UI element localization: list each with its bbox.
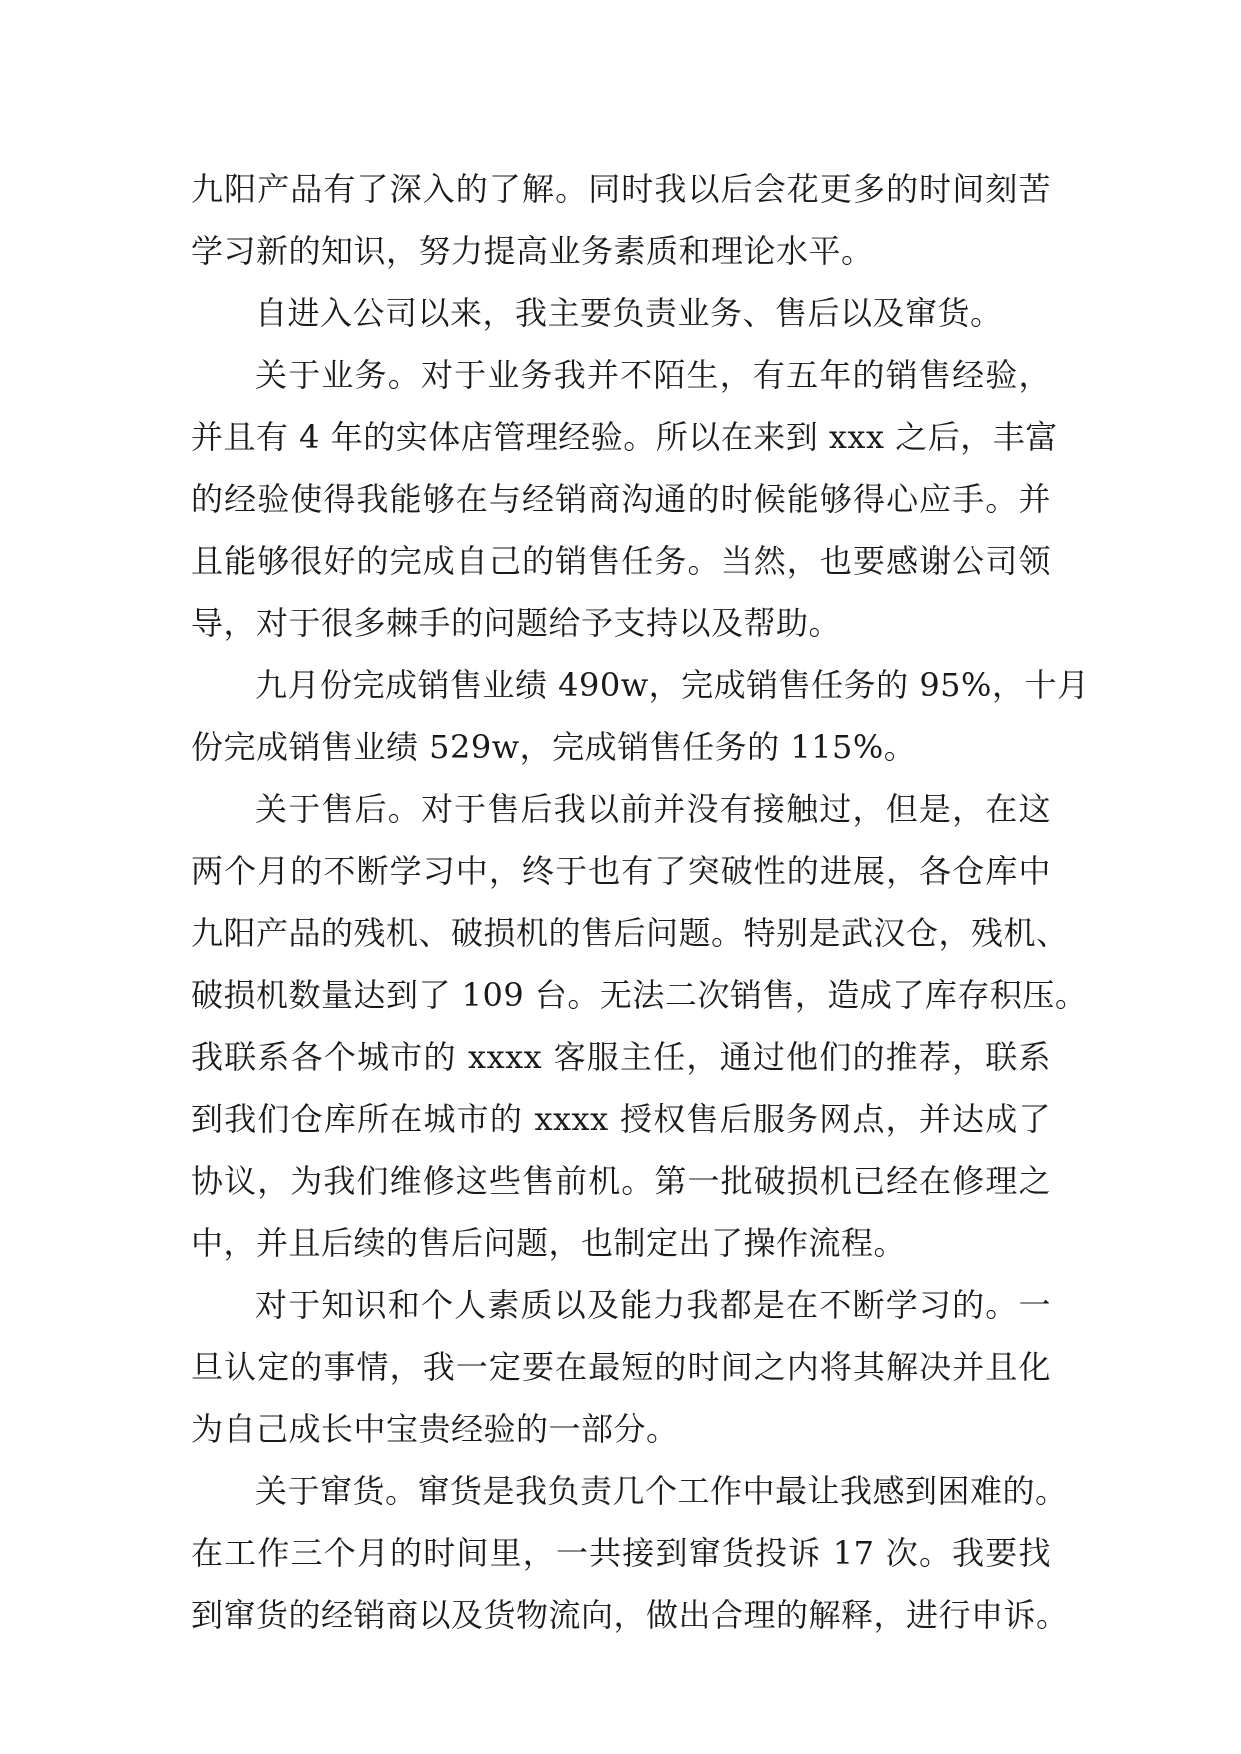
text-line: 到我们仓库所在城市的 xxxx 授权售后服务网点，并达成了 [191, 1100, 1051, 1138]
text-line: 导，对于很多棘手的问题给予支持以及帮助。 [191, 604, 842, 642]
text-line: 九阳产品的残机、破损机的售后问题。特别是武汉仓，残机、 [191, 914, 1069, 952]
text-line: 学习新的知识，努力提高业务素质和理论水平。 [191, 232, 874, 270]
text-line: 并且有 4 年的实体店管理经验。所以在来到 xxx 之后，丰富 [191, 418, 1058, 456]
text-line: 我联系各个城市的 xxxx 客服主任，通过他们的推荐，联系 [191, 1038, 1051, 1076]
text-line: 在工作三个月的时间里，一共接到窜货投诉 17 次。我要找 [191, 1534, 1051, 1572]
text-line: 的经验使得我能够在与经销商沟通的时候能够得心应手。并 [191, 480, 1051, 518]
text-line: 为自己成长中宝贵经验的一部分。 [191, 1410, 679, 1448]
text-line: 破损机数量达到了 109 台。无法二次销售，造成了库存积压。 [191, 976, 1088, 1014]
text-line: 对于知识和个人素质以及能力我都是在不断学习的。一 [255, 1286, 1051, 1324]
text-line: 关于售后。对于售后我以前并没有接触过，但是，在这 [255, 790, 1051, 828]
text-line: 份完成销售业绩 529w，完成销售任务的 115%。 [191, 728, 917, 766]
text-line: 关于窜货。窜货是我负责几个工作中最让我感到困难的。 [255, 1472, 1068, 1510]
document-body [191, 158, 1090, 1646]
text-line: 到窜货的经销商以及货物流向，做出合理的解释，进行申诉。 [191, 1596, 1069, 1634]
text-line: 中，并且后续的售后问题，也制定出了操作流程。 [191, 1224, 907, 1262]
text-line: 九月份完成销售业绩 490w，完成销售任务的 95%，十月 [255, 666, 1090, 704]
text-line: 旦认定的事情，我一定要在最短的时间之内将其解决并且化 [191, 1348, 1051, 1386]
text-line: 关于业务。对于业务我并不陌生，有五年的销售经验， [255, 356, 1051, 394]
text-line: 协议，为我们维修这些售前机。第一批破损机已经在修理之 [191, 1162, 1051, 1200]
text-line: 两个月的不断学习中，终于也有了突破性的进展，各仓库中 [191, 852, 1051, 890]
text-line: 九阳产品有了深入的了解。同时我以后会花更多的时间刻苦 [191, 170, 1051, 208]
text-line: 自进入公司以来，我主要负责业务、售后以及窜货。 [255, 294, 1003, 332]
text-line: 且能够很好的完成自己的销售任务。当然，也要感谢公司领 [191, 542, 1051, 580]
